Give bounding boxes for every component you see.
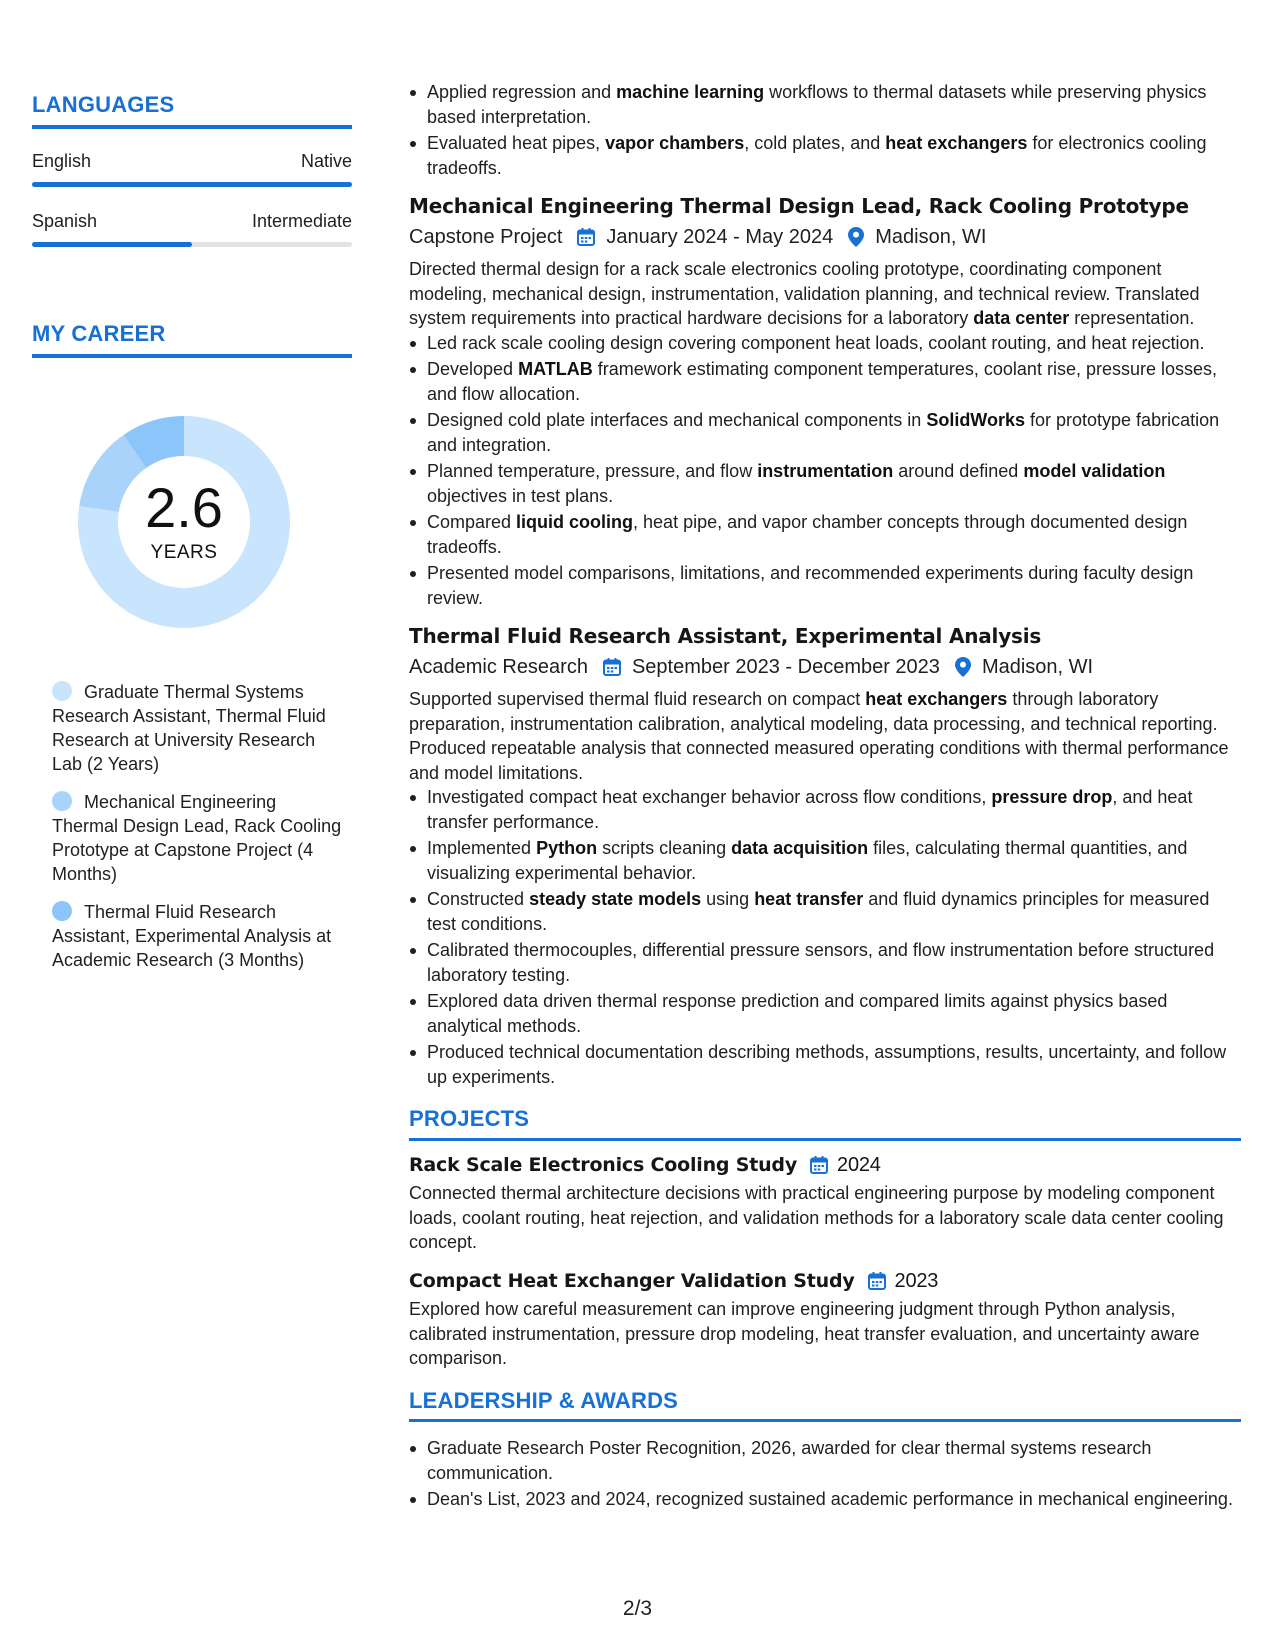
text-run: for electronics cooling tradeoffs. xyxy=(427,133,1207,178)
text-run: Evaluated heat pipes, xyxy=(427,133,606,153)
career-total xyxy=(64,402,304,642)
text-run: Led rack scale cooling design covering component heat loads, coolant routing, and heat rejection. xyxy=(427,332,1205,353)
bullet-item xyxy=(409,510,1241,559)
bold-keyword: SolidWorks xyxy=(926,410,1025,430)
bullet-item xyxy=(409,561,1241,610)
text-run: Investigated compact heat exchanger behavior across flow conditions, xyxy=(427,787,992,807)
job-organization: Academic Research xyxy=(409,655,588,678)
text-run: Presented model comparisons, limitations, and recommended experiments during faculty design review. xyxy=(427,563,1194,608)
text-run: Compared xyxy=(427,512,517,532)
legend-dot-icon xyxy=(52,681,72,701)
language-name: English xyxy=(32,151,92,171)
bold-keyword: heat transfer xyxy=(754,889,864,909)
bold-keyword: machine learning xyxy=(616,82,765,102)
bold-keyword: liquid cooling xyxy=(516,512,634,532)
career-total-unit: YEARS xyxy=(150,542,218,563)
right-column xyxy=(409,80,1241,1514)
calendar-icon xyxy=(576,227,596,247)
career-legend-label: Mechanical Engineering Thermal Design Lead, Rack Cooling Prototype at Capstone Project (4 Months) xyxy=(52,792,342,884)
languages-list xyxy=(32,151,352,247)
text-run: , and heat transfer performance. xyxy=(427,787,1193,832)
bold-keyword: heat exchangers xyxy=(885,133,1028,153)
project-year: 2024 xyxy=(837,1153,881,1176)
bold-keyword: steady state models xyxy=(529,889,702,909)
text-run: Supported supervised thermal fluid research on compact xyxy=(409,689,866,709)
job-entry xyxy=(409,194,1241,610)
bold-keyword: data center xyxy=(973,308,1070,328)
bullet-item xyxy=(409,80,1241,129)
text-run: Directed thermal design for a rack scale electronics cooling prototype, coordinating component modeling, mechanical design, instrumentation, validation planning, and technical review. Translated system requirements into practical hardware decisions for a laboratory xyxy=(409,259,1200,328)
language-level: Native xyxy=(300,151,352,171)
text-run: , heat pipe, and vapor chamber concepts through documented design tradeoffs. xyxy=(427,512,1188,557)
text-run: Applied regression and xyxy=(427,82,617,102)
leadership-title: LEADERSHIP & AWARDS xyxy=(409,1387,679,1413)
bullet-item xyxy=(409,887,1241,936)
location-pin-icon xyxy=(847,226,865,248)
bold-keyword: data acquisition xyxy=(731,838,869,858)
bullet-item xyxy=(409,408,1241,457)
award-item: Dean's List, 2023 and 2024, recognized sustained academic performance in mechanical engineering. xyxy=(409,1487,1241,1512)
leadership-rule xyxy=(409,1419,1241,1422)
text-run: around defined xyxy=(893,461,1024,481)
previous-job-bullets xyxy=(409,80,1241,180)
job-location: Madison, WI xyxy=(875,225,987,248)
language-level-bar xyxy=(32,242,352,247)
project-year: 2023 xyxy=(894,1269,939,1292)
bullet-item xyxy=(409,785,1241,834)
languages-rule xyxy=(32,125,352,129)
job-dates: January 2024 - May 2024 xyxy=(606,225,834,248)
legend-dot-icon xyxy=(52,791,72,811)
career-legend-item xyxy=(52,790,342,886)
bullet-item xyxy=(409,331,1241,356)
bullet-item xyxy=(409,836,1241,885)
text-run: objectives in test plans. xyxy=(427,485,614,506)
bullet-item xyxy=(409,1040,1241,1089)
award-item: Graduate Research Poster Recognition, 2026, awarded for clear thermal systems research communication. xyxy=(409,1436,1241,1485)
text-run: Planned temperature, pressure, and flow xyxy=(427,461,758,481)
leadership-section xyxy=(409,1389,1241,1512)
text-run: and fluid dynamics principles for measured test conditions. xyxy=(427,889,1210,934)
projects-title: PROJECTS xyxy=(409,1106,530,1131)
text-run: for prototype fabrication and integration. xyxy=(427,410,1220,455)
career-legend-label: Graduate Thermal Systems Research Assistant, Thermal Fluid Research at University Research Lab (2 Years) xyxy=(52,682,326,774)
job-title: Thermal Fluid Research Assistant, Experimental Analysis xyxy=(409,624,1042,648)
text-run: using xyxy=(701,889,755,909)
language-level-fill xyxy=(32,242,192,247)
bullet-item xyxy=(409,357,1241,406)
text-run: Produced technical documentation describing methods, assumptions, results, uncertainty, and follow up experiments. xyxy=(427,1042,1227,1087)
language-row xyxy=(32,151,352,172)
career-legend xyxy=(52,680,342,972)
career-legend-label: Thermal Fluid Research Assistant, Experimental Analysis at Academic Research (3 Months) xyxy=(52,902,332,970)
text-run: Constructed xyxy=(427,889,530,909)
career-legend-item xyxy=(52,680,342,776)
bold-keyword: heat exchangers xyxy=(865,689,1008,709)
text-run: Explored data driven thermal response prediction and compared limits against physics based analytical methods. xyxy=(427,991,1168,1036)
language-level-bar xyxy=(32,182,352,187)
career-title: MY CAREER xyxy=(32,321,166,346)
job-title: Mechanical Engineering Thermal Design Lead, Rack Cooling Prototype xyxy=(409,194,1189,218)
bullet-item xyxy=(409,459,1241,508)
bold-keyword: MATLAB xyxy=(518,359,593,379)
bold-keyword: instrumentation xyxy=(757,461,894,481)
bold-keyword: Python xyxy=(536,838,598,858)
text-run: Calibrated thermocouples, differential pressure sensors, and flow instrumentation before structured laboratory testing. xyxy=(427,940,1215,985)
career-total-value: 2.6 xyxy=(145,476,223,539)
project-name: Compact Heat Exchanger Validation Study xyxy=(409,1269,855,1292)
calendar-icon xyxy=(602,657,622,677)
text-run: files, calculating thermal quantities, and visualizing experimental behavior. xyxy=(427,838,1188,883)
experience-list xyxy=(409,194,1241,1089)
text-run: , cold plates, and xyxy=(744,133,886,153)
job-location: Madison, WI xyxy=(981,655,1094,678)
job-description xyxy=(409,257,1241,331)
page-number: 2/3 xyxy=(622,1597,653,1620)
job-organization: Capstone Project xyxy=(409,225,563,248)
language-level-fill xyxy=(32,182,352,187)
text-run: workflows to thermal datasets while preserving physics based interpretation. xyxy=(427,82,1207,127)
job-bullets xyxy=(409,785,1241,1089)
bullet-item xyxy=(409,938,1241,987)
language-name: Spanish xyxy=(32,211,98,231)
text-run: framework estimating component temperatures, coolant rise, pressure losses, and flow allocation. xyxy=(427,359,1218,404)
project-description: Explored how careful measurement can improve engineering judgment through Python analysis, calibrated instrumentation, pressure drop modeling, heat transfer evaluation, and uncertainty aware comparison. xyxy=(409,1299,1200,1368)
projects-section xyxy=(409,1107,1241,1371)
bold-keyword: model validation xyxy=(1023,461,1166,481)
calendar-icon xyxy=(809,1155,829,1175)
text-run: representation. xyxy=(1069,308,1195,328)
project-name: Rack Scale Electronics Cooling Study xyxy=(409,1153,798,1176)
job-dates: September 2023 - December 2023 xyxy=(631,655,940,678)
text-run: Designed cold plate interfaces and mechanical components in xyxy=(427,410,927,430)
career-donut-chart xyxy=(64,402,304,642)
bullet-item xyxy=(409,131,1241,180)
project-title-row xyxy=(409,1269,1241,1294)
job-meta xyxy=(409,655,1241,680)
job-bullets xyxy=(409,331,1241,611)
career-rule xyxy=(32,354,352,358)
text-run: scripts cleaning xyxy=(597,838,732,858)
projects-list xyxy=(409,1153,1241,1371)
job-description xyxy=(409,687,1241,785)
job-meta xyxy=(409,225,1241,250)
legend-dot-icon xyxy=(52,901,72,921)
languages-section xyxy=(32,92,352,247)
leadership-list xyxy=(409,1436,1241,1512)
text-run: Implemented xyxy=(427,838,537,858)
text-run: through laboratory preparation, instrumentation calibration, analytical modeling, data processing, and technical reporting. Produced repeatable analysis that connected measured operating conditions with thermal performance and model limitations. xyxy=(409,689,1229,783)
left-column xyxy=(32,92,352,986)
project-entry xyxy=(409,1269,1241,1371)
calendar-icon xyxy=(867,1271,887,1291)
project-title-row xyxy=(409,1153,1241,1178)
language-level: Intermediate xyxy=(251,211,352,231)
project-entry xyxy=(409,1153,1241,1255)
text-run: Developed xyxy=(427,359,519,379)
career-section xyxy=(32,321,352,972)
language-row xyxy=(32,211,352,232)
bold-keyword: vapor chambers xyxy=(605,133,745,153)
language-item xyxy=(32,211,352,247)
bold-keyword: pressure drop xyxy=(991,787,1113,807)
languages-title: LANGUAGES xyxy=(32,92,175,117)
project-description: Connected thermal architecture decisions with practical engineering purpose by modeling component loads, coolant routing, heat rejection, and validation methods for a laboratory scale data center cooling concept. xyxy=(409,1183,1224,1252)
location-pin-icon xyxy=(954,656,972,678)
language-item xyxy=(32,151,352,187)
bullet-item xyxy=(409,989,1241,1038)
projects-rule xyxy=(409,1138,1241,1141)
job-entry xyxy=(409,624,1241,1089)
career-legend-item xyxy=(52,900,342,972)
